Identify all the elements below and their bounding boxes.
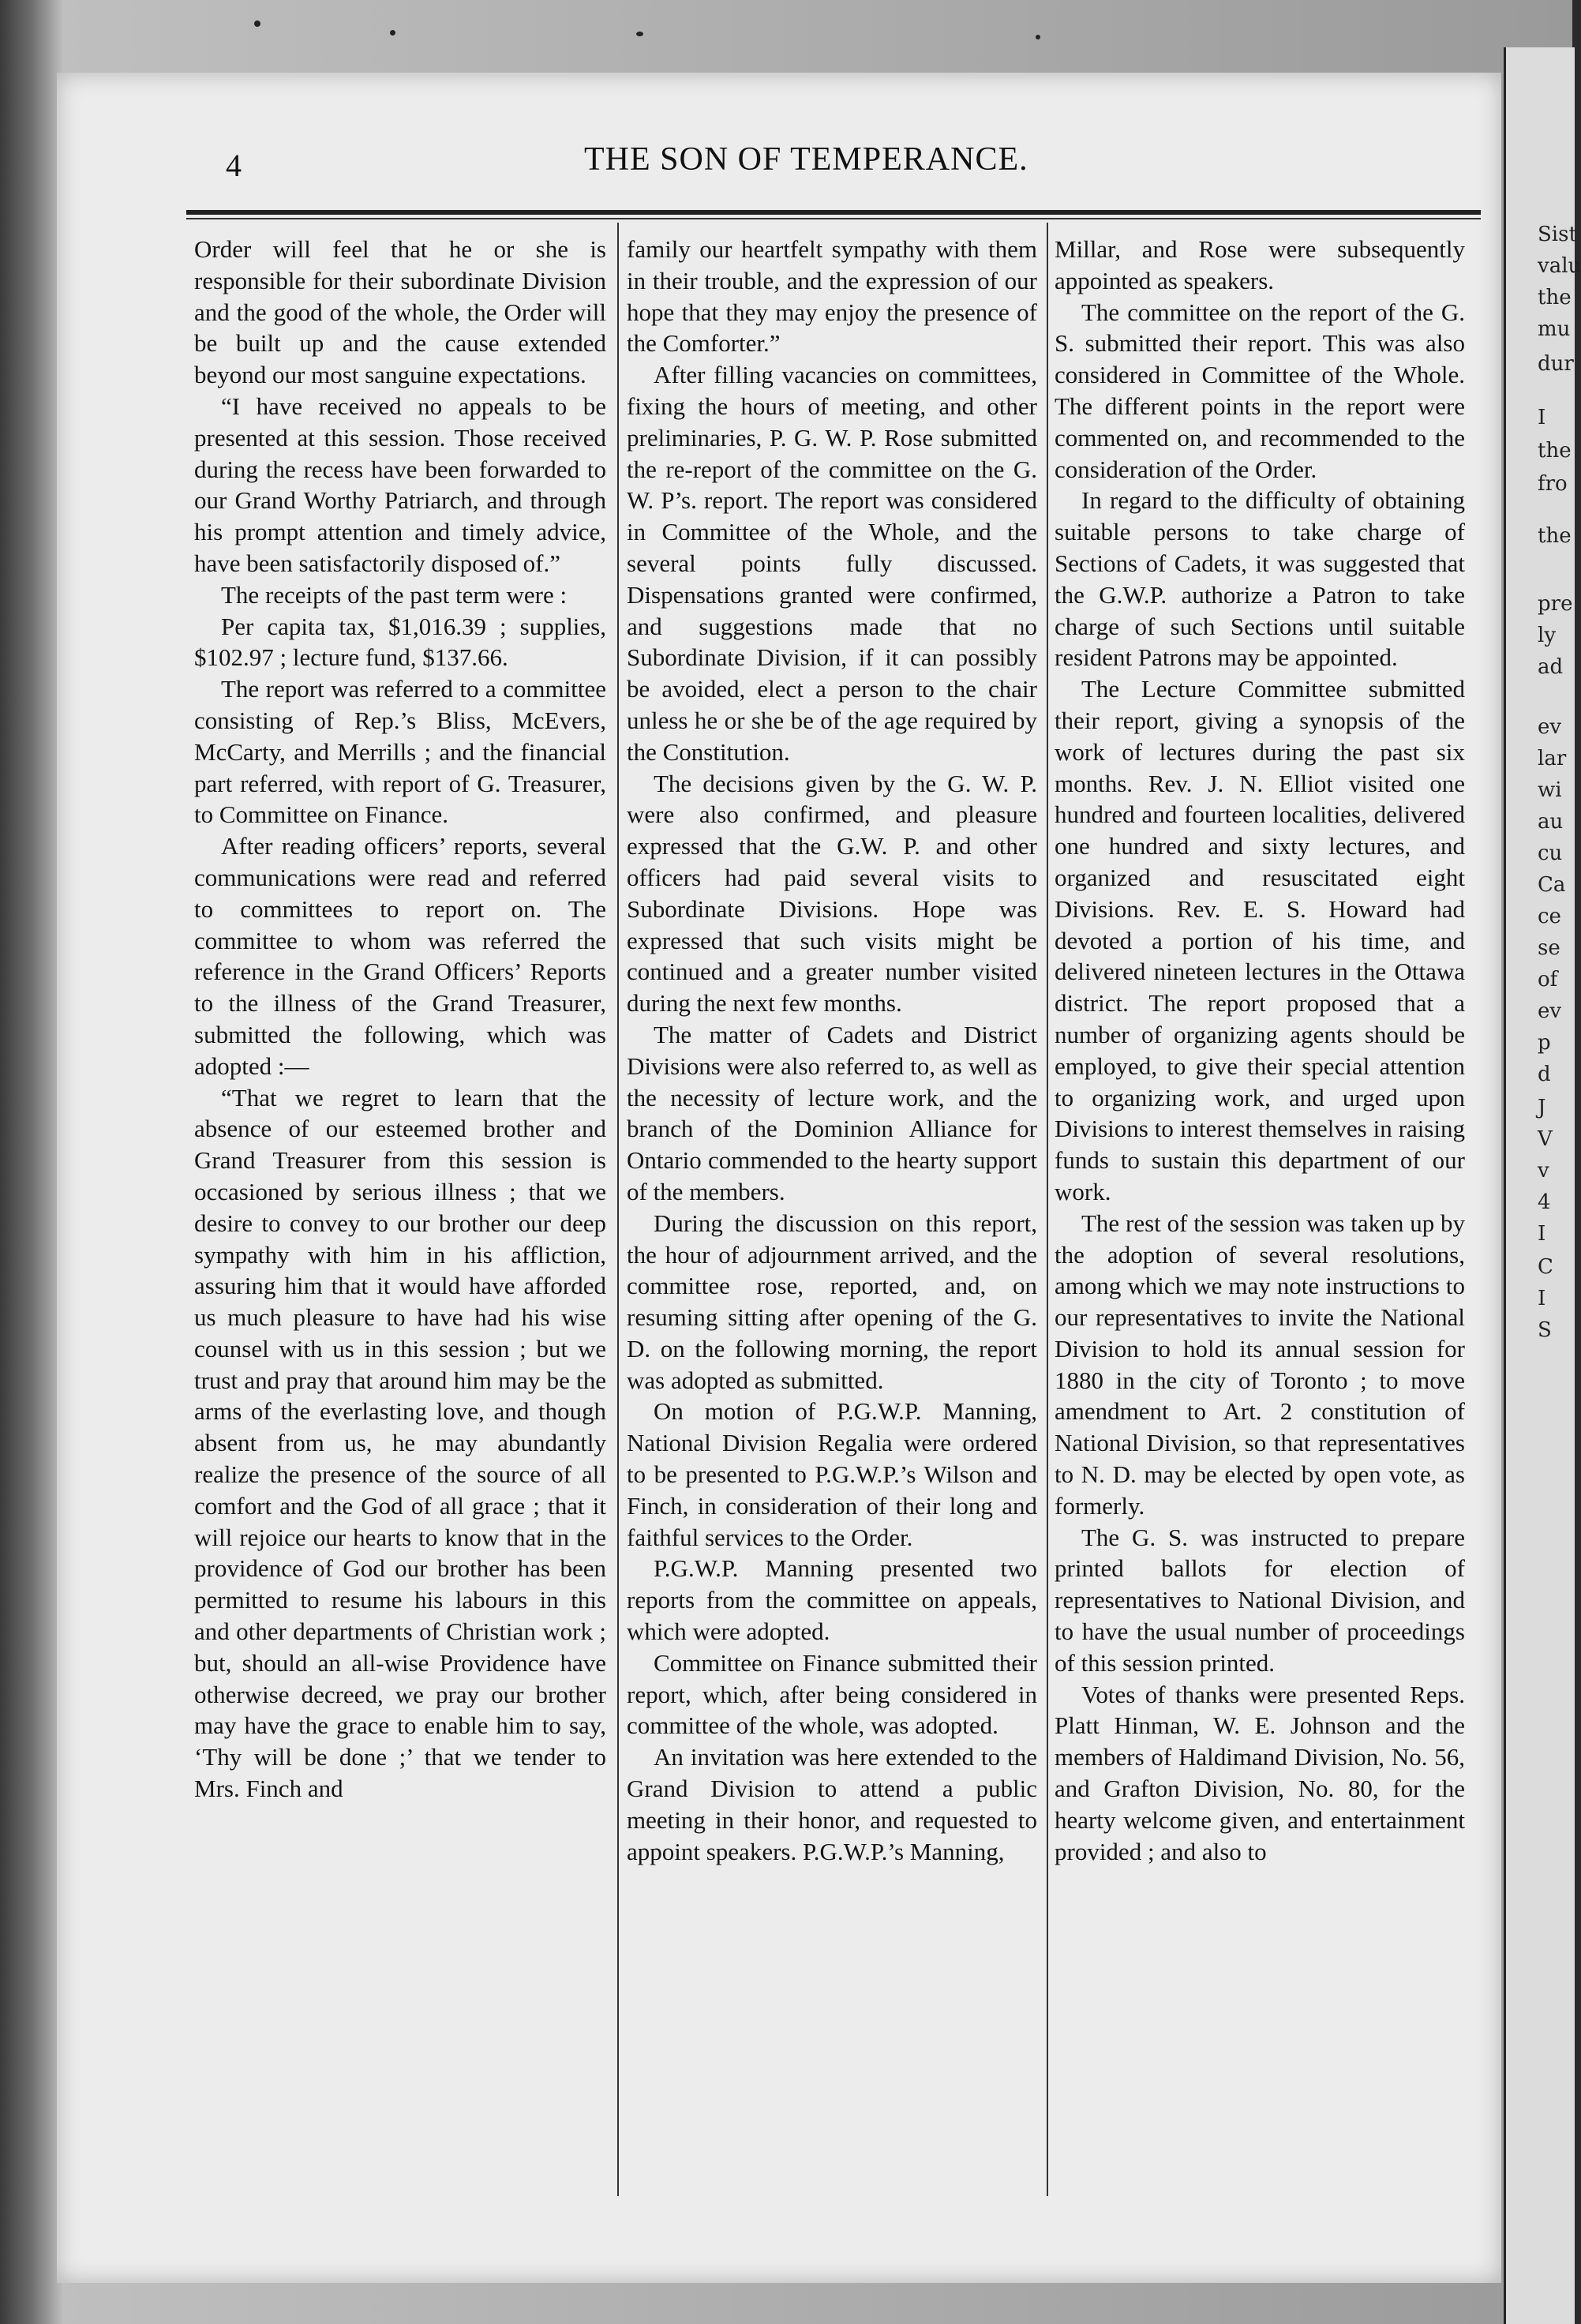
paragraph: family our heartfelt sympathy with them in their trouble, and the expression of our hope that they may enjoy the presence of the Comforter.” bbox=[627, 235, 1037, 358]
adjacent-page-fragment: cu bbox=[1538, 842, 1563, 865]
paragraph: After filling vacancies on committees, fixing the hours of meeting, and other preliminaries, P. G. W. P. Rose submitted the re-report of the committee on the G. W. P’s. report. The report was considered in Committee of the Whole, and the several points fully discussed. Dispensations granted were confirmed, and suggestions made that no Subordinate Division, if it can possibly be avoided, elect a person to the chair unless he or she be of the age required by the Constitution. bbox=[627, 361, 1037, 766]
scan-speck bbox=[636, 32, 643, 36]
adjacent-page-fragment: J bbox=[1538, 1096, 1546, 1119]
header-rule bbox=[186, 210, 1481, 215]
scan-speck bbox=[254, 21, 260, 27]
header-rule-thin bbox=[186, 218, 1481, 219]
adjacent-page-fragment: 4 bbox=[1538, 1190, 1551, 1214]
paragraph: The receipts of the past term were : bbox=[221, 580, 568, 609]
column-divider bbox=[1047, 223, 1048, 2196]
scan-speck bbox=[390, 30, 395, 36]
adjacent-page-fragment: p bbox=[1538, 1031, 1551, 1055]
adjacent-page-fragment: lar bbox=[1538, 747, 1567, 770]
paragraph: On motion of P.G.W.P. Manning, National Division Regalia were ordered to be presented to P.G.W.P.’s Wilson and Finch, in consideration of their long and faithful services to the Order. bbox=[627, 1397, 1037, 1551]
adjacent-page-fragment: se bbox=[1538, 936, 1560, 960]
adjacent-page-fragment: I bbox=[1538, 406, 1546, 429]
text-column-1 bbox=[194, 234, 606, 1805]
paragraph: The committee on the report of the G. S. submitted their report. This was also considered in Committee of the Whole. The different points in the report were commented on, and recommended to the consideration of the Order. bbox=[1055, 298, 1465, 483]
adjacent-page-fragment: dur bbox=[1538, 352, 1574, 376]
column-divider bbox=[617, 223, 619, 2196]
adjacent-page-fragment: ce bbox=[1538, 905, 1561, 928]
paragraph: During the discussion on this report, the hour of adjournment arrived, and the committee rose, reported, and, on resuming sitting after opening of the G. D. on the following morning, the report was adopted as submitted. bbox=[627, 1209, 1037, 1394]
paragraph: “I have received no appeals to be presented at this session. Those received during the recess have been forwarded to our Grand Worthy Patriarch, and through his prompt attention and timely advice, have been satisfactorily disposed of.” bbox=[194, 392, 606, 577]
adjacent-page-fragment: C bbox=[1538, 1255, 1553, 1279]
adjacent-page-fragment: pre bbox=[1538, 592, 1573, 616]
text-column-3 bbox=[1055, 234, 1465, 1867]
adjacent-page-fragment: V bbox=[1538, 1127, 1553, 1151]
adjacent-page-fragment: I bbox=[1538, 1287, 1546, 1310]
paragraph: “That we regret to learn that the absence of our esteemed brother and Grand Treasurer from this session is occasioned by serious illness ; that we desire to convey to our brother our deep sympathy with him in his affliction, assuring him that it would have afforded us much pleasure to have had his wise counsel with us in this session ; but we trust and pray that around him may be the arms of the everlasting love, and though absent from us, he may abundantly realize the presence of the source of all comfort and the God of all grace ; that it will rejoice our hearts to know that in the providence of God our brother has been permitted to resume his labours in this and other departments of Christian work ; but, should an all-wise Providence have otherwise decreed, we pray our brother may have the grace to enable him to say, ‘Thy will be done ;’ that we tender to Mrs. Finch and bbox=[194, 1083, 606, 1803]
adjacent-page-fragment: the bbox=[1538, 439, 1572, 463]
paragraph: The decisions given by the G. W. P. were also confirmed, and pleasure expressed that the G.W. P. and other officers had paid several visits to Subordinate Divisions. Hope was expressed that such visits might be continued and a greater number visited during the next few months. bbox=[627, 769, 1037, 1018]
adjacent-page-fragment: v bbox=[1538, 1159, 1549, 1183]
adjacent-page-fragment: fro bbox=[1538, 472, 1568, 496]
adjacent-page-fragment: ev bbox=[1538, 999, 1562, 1023]
adjacent-page-fragment: ly bbox=[1538, 624, 1557, 647]
adjacent-page-fragment: I bbox=[1538, 1222, 1546, 1246]
adjacent-page-fragment: S bbox=[1538, 1318, 1552, 1342]
paragraph: Votes of thanks were presented Reps. Platt Hinman, W. E. Johnson and the members of Haldimand Division, No. 56, and Grafton Division, No. 80, for the hearty welcome given, and entertainment provided ; and also to bbox=[1055, 1680, 1465, 1865]
adjacent-page-fragment: valu bbox=[1538, 254, 1581, 278]
paragraph: The G. S. was instructed to prepare printed ballots for election of representatives to National Division, and to have the usual number of proceedings of this session printed. bbox=[1055, 1523, 1465, 1677]
text-column-2 bbox=[627, 234, 1037, 1867]
adjacent-page-fragment: wi bbox=[1538, 778, 1562, 802]
adjacent-page-fragment: Sist bbox=[1538, 223, 1577, 246]
adjacent-page-fragment: au bbox=[1538, 810, 1564, 834]
adjacent-page-fragment: of bbox=[1538, 968, 1558, 991]
paragraph: Order will feel that he or she is responsible for their subordinate Division and the good of the whole, the Order will be built up and the cause extended beyond our most sanguine expectations. bbox=[194, 235, 606, 389]
adjacent-page-fragment: Ca bbox=[1538, 873, 1566, 897]
paragraph: P.G.W.P. Manning presented two reports from the committee on appeals, which were adopted. bbox=[627, 1554, 1037, 1646]
paragraph: Committee on Finance submitted their report, which, after being considered in committee of the whole, was adopted. bbox=[627, 1648, 1037, 1740]
adjacent-page-fragment: d bbox=[1538, 1063, 1551, 1086]
page-number: 4 bbox=[226, 148, 242, 183]
adjacent-page-fragment: the bbox=[1538, 524, 1572, 548]
adjacent-page-fragment: the bbox=[1538, 286, 1572, 309]
paragraph: The Lecture Committee submitted their report, giving a synopsis of the work of lectures during the past six months. Rev. J. N. Elliot visited one hundred and fourteen localities, delivered one hundred and sixty lectures, and organized and resuscitated eight Divisions. Rev. E. S. Howard had devoted a portion of his time, and delivered nineteen lectures in the Ottawa district. The report proposed that a number of organizing agents should be employed, to give their special attention to organizing work, and urged upon Divisions to interest themselves in raising funds to sustain this department of our work. bbox=[1055, 675, 1465, 1205]
paragraph: The rest of the session was taken up by the adoption of several resolutions, among which we may note instructions to our representatives to invite the National Division to hold its annual session for 1880 in the city of Toronto ; to move amendment to Art. 2 constitution of National Division, so that representatives to N. D. may be elected by open vote, as formerly. bbox=[1055, 1209, 1465, 1520]
running-head: THE SON OF TEMPERANCE. bbox=[584, 141, 1028, 178]
paragraph: An invitation was here extended to the Grand Division to attend a public meeting in their honor, and requested to appoint speakers. P.G.W.P.’s Manning, bbox=[627, 1743, 1037, 1865]
paragraph: Per capita tax, $1,016.39 ; supplies, $102.97 ; lecture fund, $137.66. bbox=[194, 612, 606, 672]
paragraph: In regard to the difficulty of obtaining suitable persons to take charge of Sections of Cadets, it was suggested that the G.W.P. authorize a Patron to take charge of such Sections until suitable resident Patrons may be appointed. bbox=[1055, 486, 1465, 672]
adjacent-page-edge bbox=[1504, 47, 1581, 2324]
paragraph: After reading officers’ reports, several communications were read and referred to committees to report on. The committee to whom was referred the reference in the Grand Officers’ Reports to the illness of the Grand Treasurer, submitted the following, which was adopted :— bbox=[194, 832, 606, 1080]
scan-speck bbox=[1036, 35, 1040, 39]
adjacent-page-fragment: ev bbox=[1538, 715, 1562, 739]
adjacent-page-fragment: mu bbox=[1538, 317, 1571, 341]
paragraph: Millar, and Rose were subsequently appointed as speakers. bbox=[1055, 235, 1465, 294]
paragraph: The matter of Cadets and District Divisions were also referred to, as well as the necessity of lecture work, and the branch of the Dominion Alliance for Ontario commended to the hearty support of the members. bbox=[627, 1020, 1037, 1205]
adjacent-page-fragment: ad bbox=[1538, 655, 1564, 679]
paragraph: The report was referred to a committee consisting of Rep.’s Bliss, McEvers, McCarty, and Merrills ; and the financial part referred, with report of G. Treasurer, to Committee on Finance. bbox=[194, 675, 606, 829]
